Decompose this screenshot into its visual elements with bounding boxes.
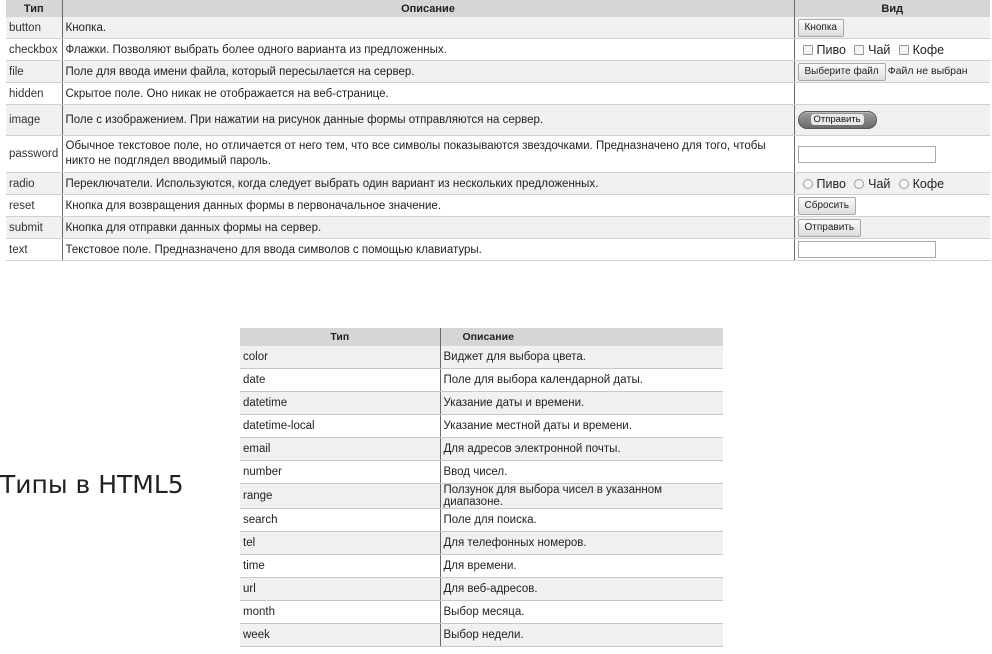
description-cell: Указание местной даты и времени. [440,415,723,438]
sample-button[interactable]: Кнопка [798,19,844,37]
description-cell: Поле с изображением. При нажатии на рисунок данные формы отправляются на сервер. [62,105,794,136]
table-row [240,346,723,369]
type-cell: text [6,239,62,261]
checkbox-tea[interactable] [854,45,864,55]
description-cell: Ползунок для выбора чисел в указанном диапазоне. [440,484,723,509]
table-row [240,415,723,438]
column-header-view: Вид [794,0,990,17]
type-cell: hidden [6,83,62,105]
description-cell: Для адресов электронной почты. [440,438,723,461]
table-row [6,17,990,39]
description-cell: Поле для ввода имени файла, который пересылается на сервер. [62,61,794,83]
file-status-text: Файл не выбран [887,64,968,77]
column-header-type: Тип [6,0,62,17]
type-cell: submit [6,217,62,239]
type-cell: file [6,61,62,83]
table-header-row [6,0,990,17]
html5-types-table [240,328,723,647]
table-row [240,624,723,647]
type-cell: datetime [240,392,440,415]
checkbox-label: Пиво [816,42,846,57]
view-cell [794,61,990,83]
table-row [240,392,723,415]
view-cell [794,83,990,105]
type-cell: checkbox [6,39,62,61]
view-cell [794,39,990,61]
table-row [6,83,990,105]
reset-button[interactable]: Сбросить [798,197,856,215]
type-cell: url [240,578,440,601]
description-cell: Ввод чисел. [440,461,723,484]
description-cell: Текстовое поле. Предназначено для ввода символов с помощью клавиатуры. [62,239,794,261]
table-header-row [240,328,723,346]
table-row [240,461,723,484]
view-cell [794,136,990,173]
description-cell: Флажки. Позволяют выбрать более одного варианта из предложенных. [62,39,794,61]
table-row [6,105,990,136]
description-cell: Для времени. [440,555,723,578]
radio-tea[interactable] [854,179,864,189]
view-cell [794,17,990,39]
type-cell: month [240,601,440,624]
image-submit-button[interactable] [798,111,877,129]
description-cell: Кнопка для возвращения данных формы в первоначальное значение. [62,195,794,217]
description-cell: Переключатели. Используются, когда следует выбрать один вариант из нескольких предложенных. [62,173,794,195]
table-row [6,173,990,195]
column-header-description: Описание [440,328,723,346]
table-row [6,239,990,261]
column-header-description: Описание [62,0,794,17]
type-cell: reset [6,195,62,217]
table-row [6,217,990,239]
html5-types-label: Типы в HTML5 [0,470,184,499]
description-cell: Кнопка для отправки данных формы на сервер. [62,217,794,239]
table-row [240,438,723,461]
description-cell: Кнопка. [62,17,794,39]
type-cell: datetime-local [240,415,440,438]
description-cell: Выбор недели. [440,624,723,647]
description-cell: Для веб-адресов. [440,578,723,601]
type-cell: color [240,346,440,369]
description-cell: Поле для выбора календарной даты. [440,369,723,392]
table-row [6,39,990,61]
view-cell [794,217,990,239]
checkbox-label: Кофе [912,42,945,57]
type-cell: time [240,555,440,578]
type-cell: week [240,624,440,647]
checkbox-beer[interactable] [803,45,813,55]
description-cell: Скрытое поле. Оно никак не отображается на веб-странице. [62,83,794,105]
table-row [240,532,723,555]
view-cell [794,105,990,136]
view-cell [794,195,990,217]
description-cell: Для телефонных номеров. [440,532,723,555]
type-cell: radio [6,173,62,195]
radio-label: Пиво [816,176,846,191]
type-cell: image [6,105,62,136]
type-cell: search [240,509,440,532]
radio-coffee[interactable] [899,179,909,189]
table-row [6,195,990,217]
text-input[interactable] [798,241,936,258]
table-row [6,61,990,83]
type-cell: password [6,136,62,173]
submit-button[interactable]: Отправить [798,219,862,237]
checkbox-coffee[interactable] [899,45,909,55]
description-cell: Выбор месяца. [440,601,723,624]
column-header-type: Тип [240,328,440,346]
table-row [240,601,723,624]
choose-file-button[interactable]: Выберите файл [798,63,886,81]
view-cell [794,173,990,195]
type-cell: number [240,461,440,484]
table-row [240,509,723,532]
table-row [240,369,723,392]
table-row [240,578,723,601]
description-cell: Поле для поиска. [440,509,723,532]
type-cell: button [6,17,62,39]
input-types-table [6,0,990,261]
type-cell: date [240,369,440,392]
password-input[interactable] [798,146,936,163]
description-cell: Указание даты и времени. [440,392,723,415]
type-cell: tel [240,532,440,555]
view-cell [794,239,990,261]
radio-label: Чай [868,176,891,191]
description-cell: Виджет для выбора цвета. [440,346,723,369]
table-row [240,484,723,509]
radio-beer[interactable] [803,179,813,189]
image-submit-label: Отправить [811,114,864,125]
radio-label: Кофе [912,176,945,191]
description-cell: Обычное текстовое поле, но отличается от него тем, что все символы показываются звездочками. Предназначено для того, чтобы никто не подглядел вводимый пароль. [62,136,794,173]
checkbox-label: Чай [868,42,891,57]
table-row [240,555,723,578]
type-cell: email [240,438,440,461]
table-row [6,136,990,173]
type-cell: range [240,484,440,509]
